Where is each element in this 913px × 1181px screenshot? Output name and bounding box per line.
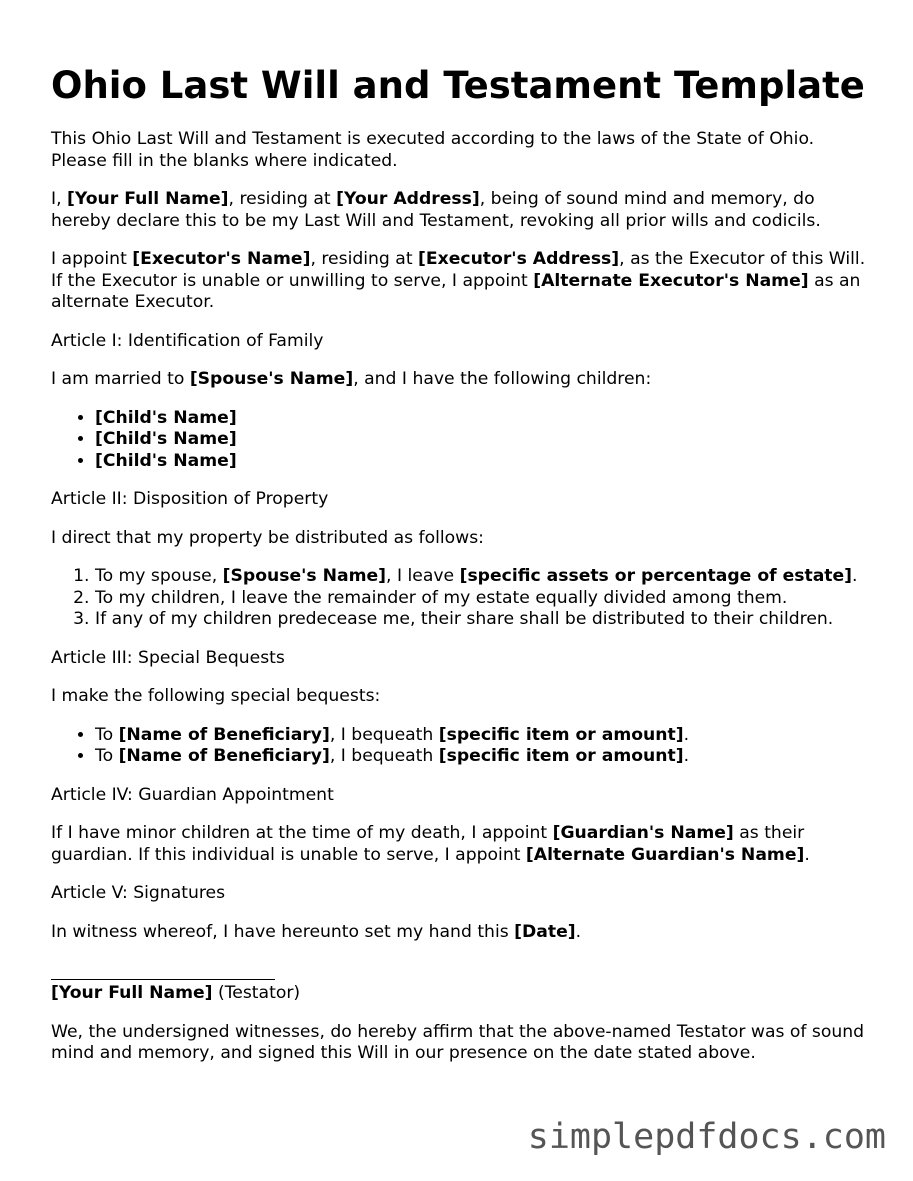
distribution-intro: I direct that my property be distributed as follows: bbox=[51, 527, 484, 548]
article-4-heading: Article IV: Guardian Appointment bbox=[51, 784, 334, 805]
bequest-item-field: [specific item or amount] bbox=[438, 746, 684, 766]
assets-field: [specific assets or percentage of estate] bbox=[459, 566, 853, 586]
child-name-field: [Child's Name] bbox=[95, 407, 237, 428]
article-2-heading: Article II: Disposition of Property bbox=[51, 489, 329, 509]
watermark: simplepdfdocs.com bbox=[527, 1117, 886, 1157]
list-item: • To [Name of Beneficiary], I bequeath [specific item or amount]. bbox=[95, 746, 871, 768]
guardian-name-field: [Guardian's Name] bbox=[552, 823, 734, 843]
document-page bbox=[51, 62, 871, 1082]
signature-line bbox=[51, 967, 275, 980]
child-name-field: [Child's Name] bbox=[95, 429, 237, 449]
list-item bbox=[95, 451, 871, 473]
list-item: • To [Name of Beneficiary], I bequeath [specific item or amount]. bbox=[95, 725, 871, 747]
spouse-name-field: [Spouse's Name] bbox=[189, 369, 354, 389]
executor-paragraph: I appoint [Executor's Name], residing at [Executor's Address], as the Executor of this Will. If the Executor is unable or unwilling to serve, I appoint [Alternate Executor's Name] as an alternate Executor. bbox=[51, 249, 866, 312]
list-item: 2. To my children, I leave the remainder of my estate equally divided among them. bbox=[95, 588, 871, 610]
executor-name-field: [Executor's Name] bbox=[132, 249, 311, 269]
bequests-intro: I make the following special bequests: bbox=[51, 686, 381, 706]
family-paragraph: I am married to [Spouse's Name], and I have the following children: bbox=[51, 369, 652, 389]
alternate-executor-field: [Alternate Executor's Name] bbox=[533, 270, 809, 291]
bequests-list bbox=[51, 725, 871, 768]
list-item: 1. To my spouse, [Spouse's Name], I leave [specific assets or percentage of estate]. bbox=[95, 566, 871, 588]
distribution-list bbox=[51, 566, 871, 631]
date-field: [Date] bbox=[514, 921, 576, 942]
page-title: Ohio Last Will and Testament Template bbox=[51, 64, 865, 107]
intro-paragraph: This Ohio Last Will and Testament is executed according to the laws of the State of Ohio. Please fill in the blanks where indicated. bbox=[51, 129, 815, 171]
bequest-item-field: [specific item or amount] bbox=[438, 724, 684, 745]
alternate-guardian-field: [Alternate Guardian's Name] bbox=[525, 844, 805, 865]
testator-name-field: [Your Full Name] bbox=[67, 189, 229, 209]
signature-caption: [Your Full Name] (Testator) bbox=[51, 983, 301, 1003]
spouse-name-field: [Spouse's Name] bbox=[222, 566, 387, 586]
witness-whereof-paragraph: In witness whereof, I have hereunto set my hand this [Date]. bbox=[51, 921, 582, 942]
list-item bbox=[95, 408, 871, 430]
beneficiary-name-field: [Name of Beneficiary] bbox=[118, 724, 330, 745]
testator-signature-name: [Your Full Name] bbox=[51, 983, 213, 1003]
children-list bbox=[51, 408, 871, 473]
declaration-paragraph: I, [Your Full Name], residing at [Your Address], being of sound mind and memory, do hereby declare this to be my Last Will and Testament, revoking all prior wills and codicils. bbox=[51, 189, 821, 231]
testator-address-field: [Your Address] bbox=[336, 189, 480, 209]
witness-paragraph: We, the undersigned witnesses, do hereby affirm that the above-named Testator was of sound mind and memory, and signed this Will in our presence on the date stated above. bbox=[51, 1021, 865, 1063]
article-5-heading: Article V: Signatures bbox=[51, 883, 226, 903]
executor-address-field: [Executor's Address] bbox=[418, 249, 620, 269]
article-3-heading: Article III: Special Bequests bbox=[51, 647, 285, 668]
beneficiary-name-field: [Name of Beneficiary] bbox=[118, 746, 330, 766]
list-item: 3. If any of my children predecease me, their share shall be distributed to their children. bbox=[95, 609, 871, 631]
list-item bbox=[95, 429, 871, 451]
article-1-heading: Article I: Identification of Family bbox=[51, 330, 324, 351]
child-name-field: [Child's Name] bbox=[95, 450, 237, 471]
guardian-paragraph: If I have minor children at the time of my death, I appoint [Guardian's Name] as their guardian. If this individual is unable to serve, I appoint [Alternate Guardian's Name]. bbox=[51, 823, 810, 865]
